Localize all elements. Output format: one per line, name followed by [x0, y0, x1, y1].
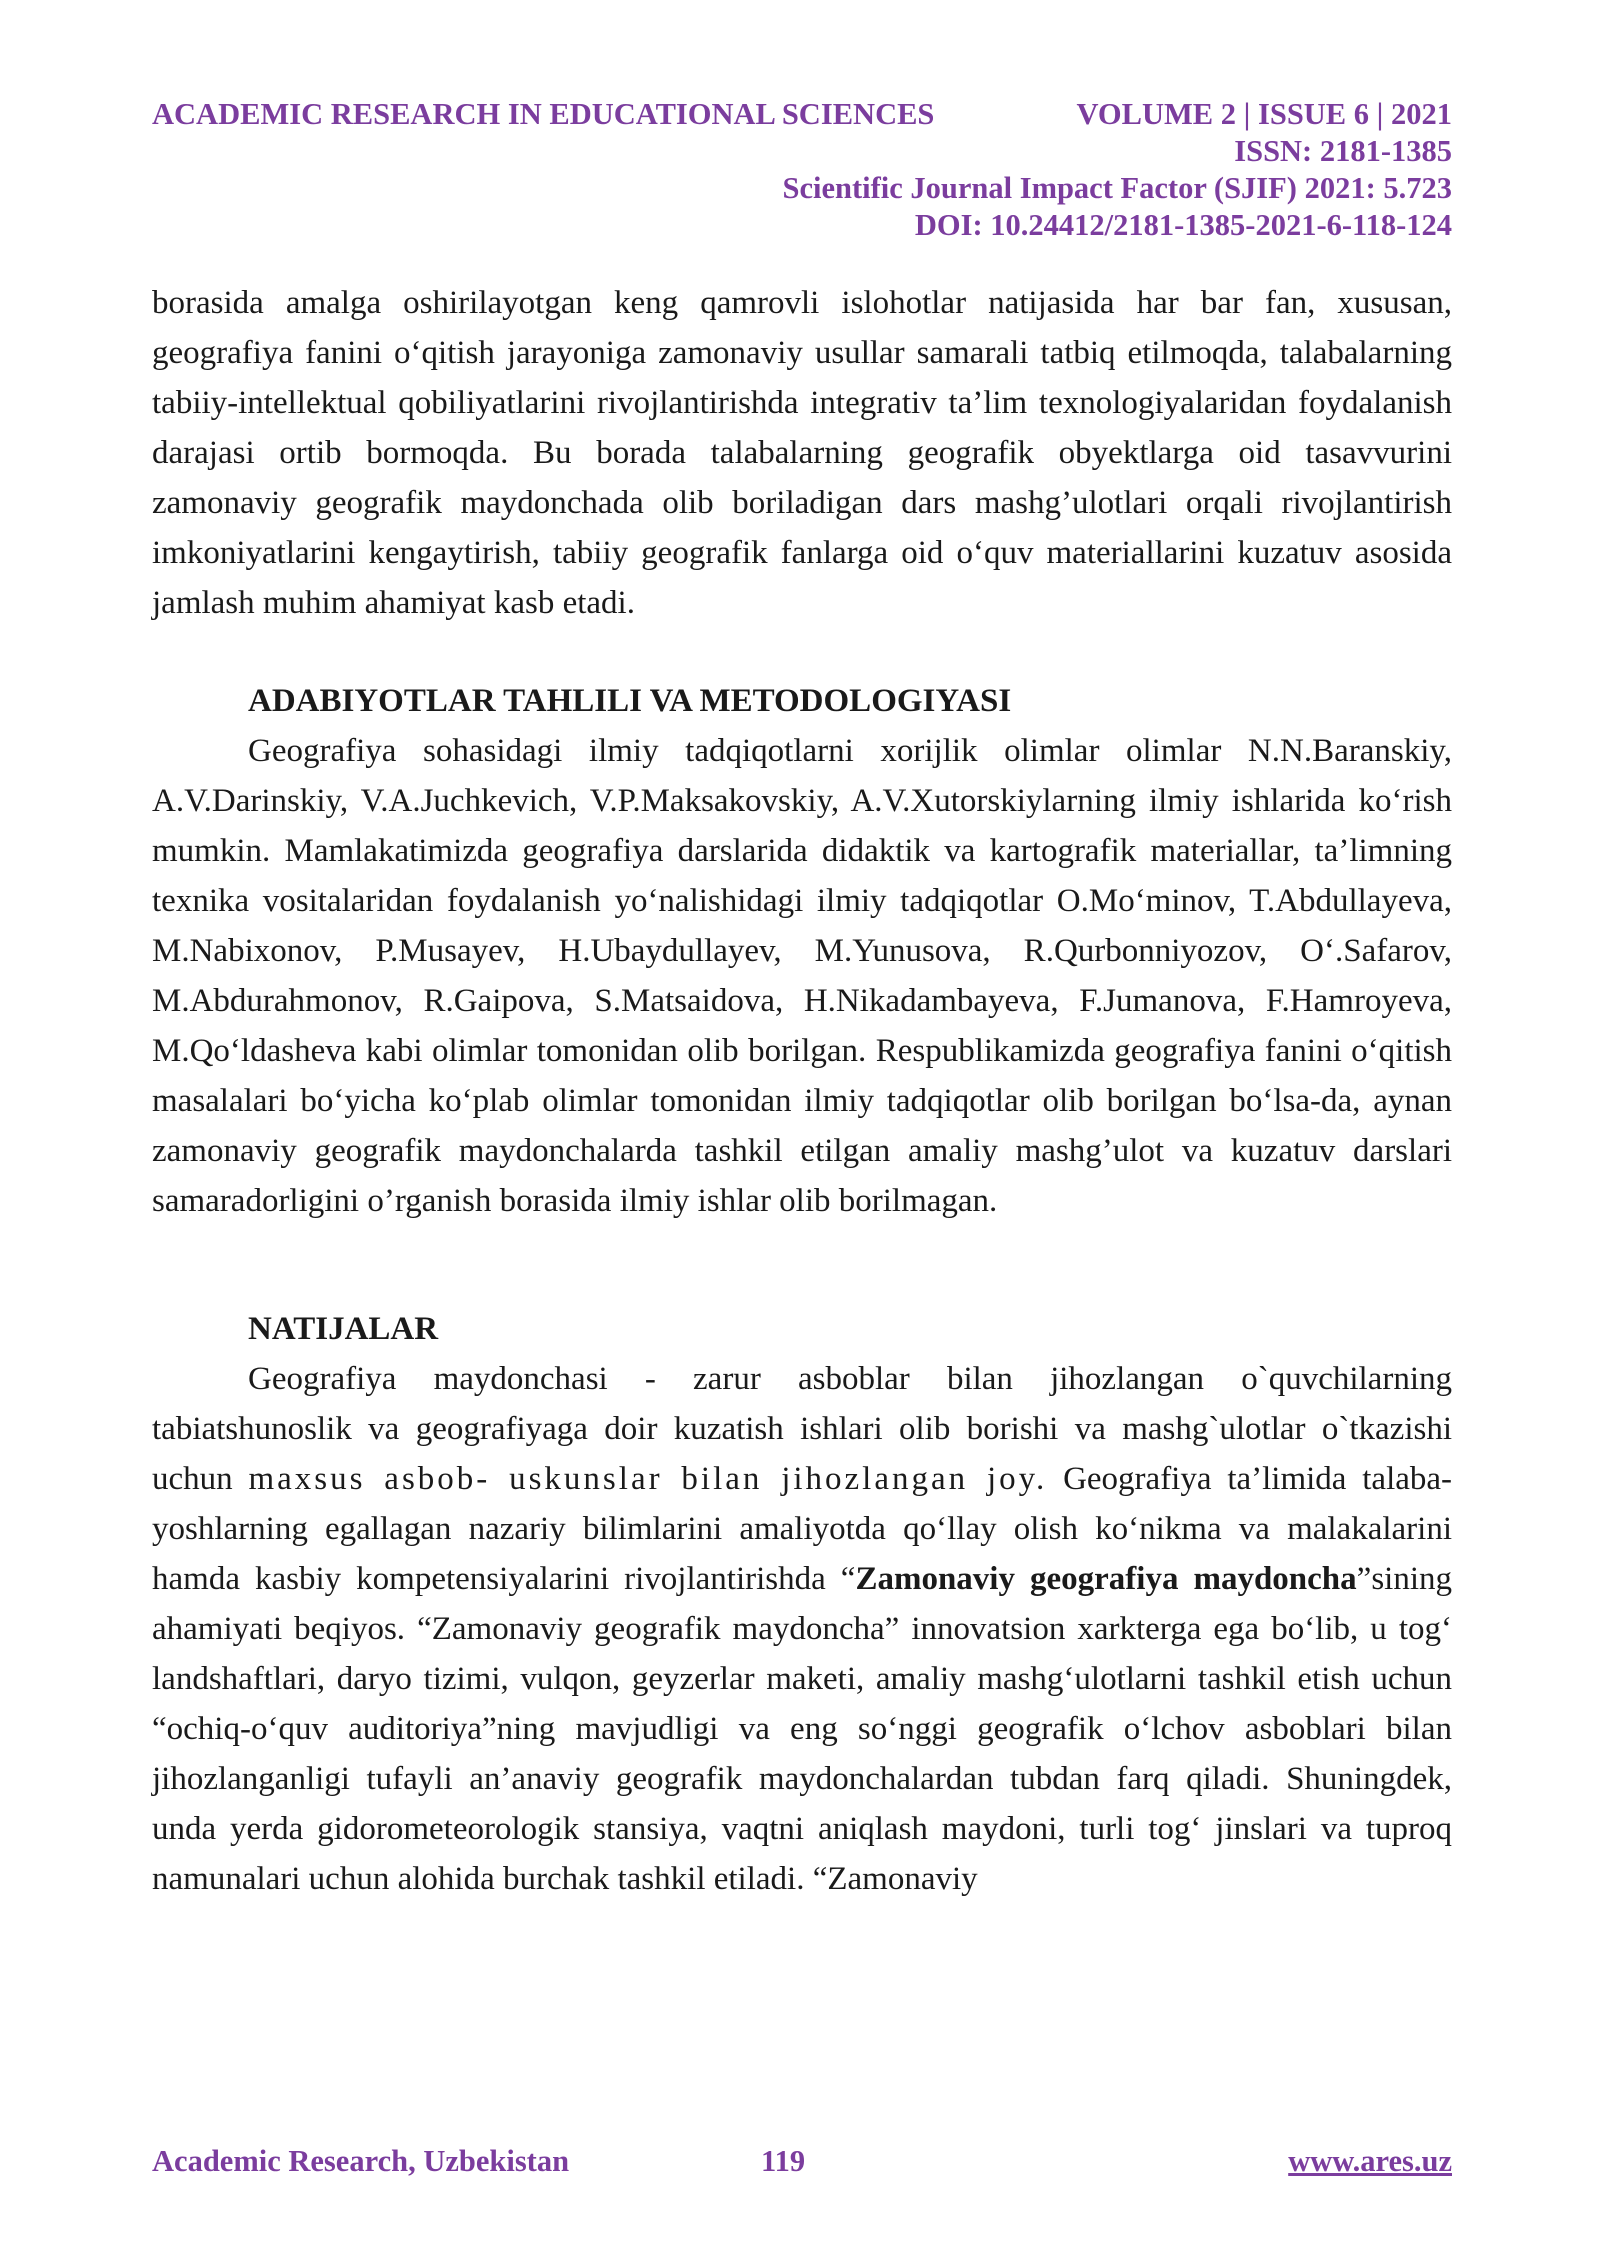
results-text-c: ”sining ahamiyati beqiyos. “Zamonaviy geografik maydoncha” innovatsion xarkterga ega bo‘lib, u tog‘ landshaftlari, daryo tizimi, vulqon, geyzerlar maketi, amaliy mashg‘ulotlarni tashkil etish uchun “ochiq-o‘quv auditoriya”ning mavjudligi va eng so‘nggi geografik o‘lchov asboblari bilan jihozlanganligi tufayli an’anaviy geografik maydonchalardan tubdan farq qiladi. Shuningdek, unda yerda gidorometeorologik stansiya, vaqtni aniqlash maydoni, turli tog‘ jinslari va tuproq namunalari uchun alohida burchak tashkil etiladi. “Zamonaviy [152, 1561, 1452, 1897]
section-heading-methodology: ADABIYOTLAR TAHLILI VA METODOLOGIYASI [248, 683, 1012, 719]
page-header [152, 96, 1452, 244]
results-text-spaced: maxsus asbob- uskunslar bilan jihozlangan joy. [248, 1461, 1048, 1497]
issn: ISSN: 2181-1385 [1234, 134, 1452, 168]
page-footer [152, 2141, 1452, 2181]
doi: DOI: 10.24412/2181-1385-2021-6-118-124 [914, 208, 1452, 242]
footer-website-link[interactable]: www.ares.uz [1288, 2144, 1452, 2178]
article-body [152, 278, 1452, 1904]
methodology-paragraph: Geografiya sohasidagi ilmiy tadqiqotlarni xorijlik olimlar olimlar N.N.Baranskiy, A.V.Darinskiy, V.A.Juchkevich, V.P.Maksakovskiy, A.V.Xutorskiylarning ilmiy ishlarida ko‘rish mumkin. Mamlakatimizda geografiya darslarida didaktik va kartografik materiallar, ta’limning texnika vositalaridan foydalanish yo‘nalishidagi ilmiy tadqiqotlar O.Mo‘minov, T.Abdullayeva, M.Nabixonov, P.Musayev, H.Ubaydullayev, M.Yunusova, R.Qurbonniyozov, O‘.Safarov, M.Abdurahmonov, R.Gaipova, S.Matsaidova, H.Nikadambayeva, F.Jumanova, F.Hamroyeva, M.Qo‘ldasheva kabi olimlar tomonidan olib borilgan. Respublikamizda geografiya fanini o‘qitish masalalari bo‘yicha ko‘plab olimlar tomonidan ilmiy tadqiqotlar olib borilgan bo‘lsa-da, aynan zamonaviy geografik maydonchalarda tashkil etilgan amaliy mashg’ulot va kuzatuv darslari samaradorligini o’rganish borasida ilmiy ishlar olib borilmagan. [152, 733, 1452, 1219]
journal-title: ACADEMIC RESEARCH IN EDUCATIONAL SCIENCES [152, 97, 935, 131]
sjif-impact-factor: Scientific Journal Impact Factor (SJIF) 2021: 5.723 [782, 171, 1452, 205]
bold-term: Zamonaviy geografiya maydoncha [855, 1561, 1357, 1597]
intro-paragraph: borasida amalga oshirilayotgan keng qamrovli islohotlar natijasida har bar fan, xususan, geografiya fanini o‘qitish jarayoniga zamonaviy usullar samarali tatbiq etilmoqda, talabalarning tabiiy-intellektual qobiliyatlarini rivojlantirishda integrativ ta’lim texnologiyalaridan foydalanish darajasi ortib bormoqda. Bu borada talabalarning geografik obyektlarga oid tasavvurini zamonaviy geografik maydonchada olib boriladigan dars mashg’ulotlari orqali rivojlantirish imkoniyatlarini kengaytirish, tabiiy geografik fanlarga oid o‘quv materiallarini kuzatuv asosida jamlash muhim ahamiyat kasb etadi. [152, 285, 1452, 621]
footer-publisher: Academic Research, Uzbekistan [152, 2144, 570, 2178]
page-number: 119 [761, 2144, 806, 2178]
results-paragraph [152, 1354, 1452, 1904]
section-heading-results: NATIJALAR [248, 1311, 439, 1347]
results-text-b: Geografiya ta’limida talaba-yoshlarning egallagan nazariy bilimlarini amaliyotda qo‘llay olish ko‘nikma va malakalarini hamda kasbiy kompetensiyalarini rivojlantirishda “ [152, 1461, 1453, 1597]
volume-issue: VOLUME 2 | ISSUE 6 | 2021 [1076, 97, 1452, 131]
results-text-a: Geografiya maydonchasi - zarur asboblar bilan jihozlangan o`quvchilarning tabiatshunoslik va geografiyaga doir kuzatish ishlari olib borishi va mashg`ulotlar o`tkazishi uchun [152, 1361, 1452, 1497]
